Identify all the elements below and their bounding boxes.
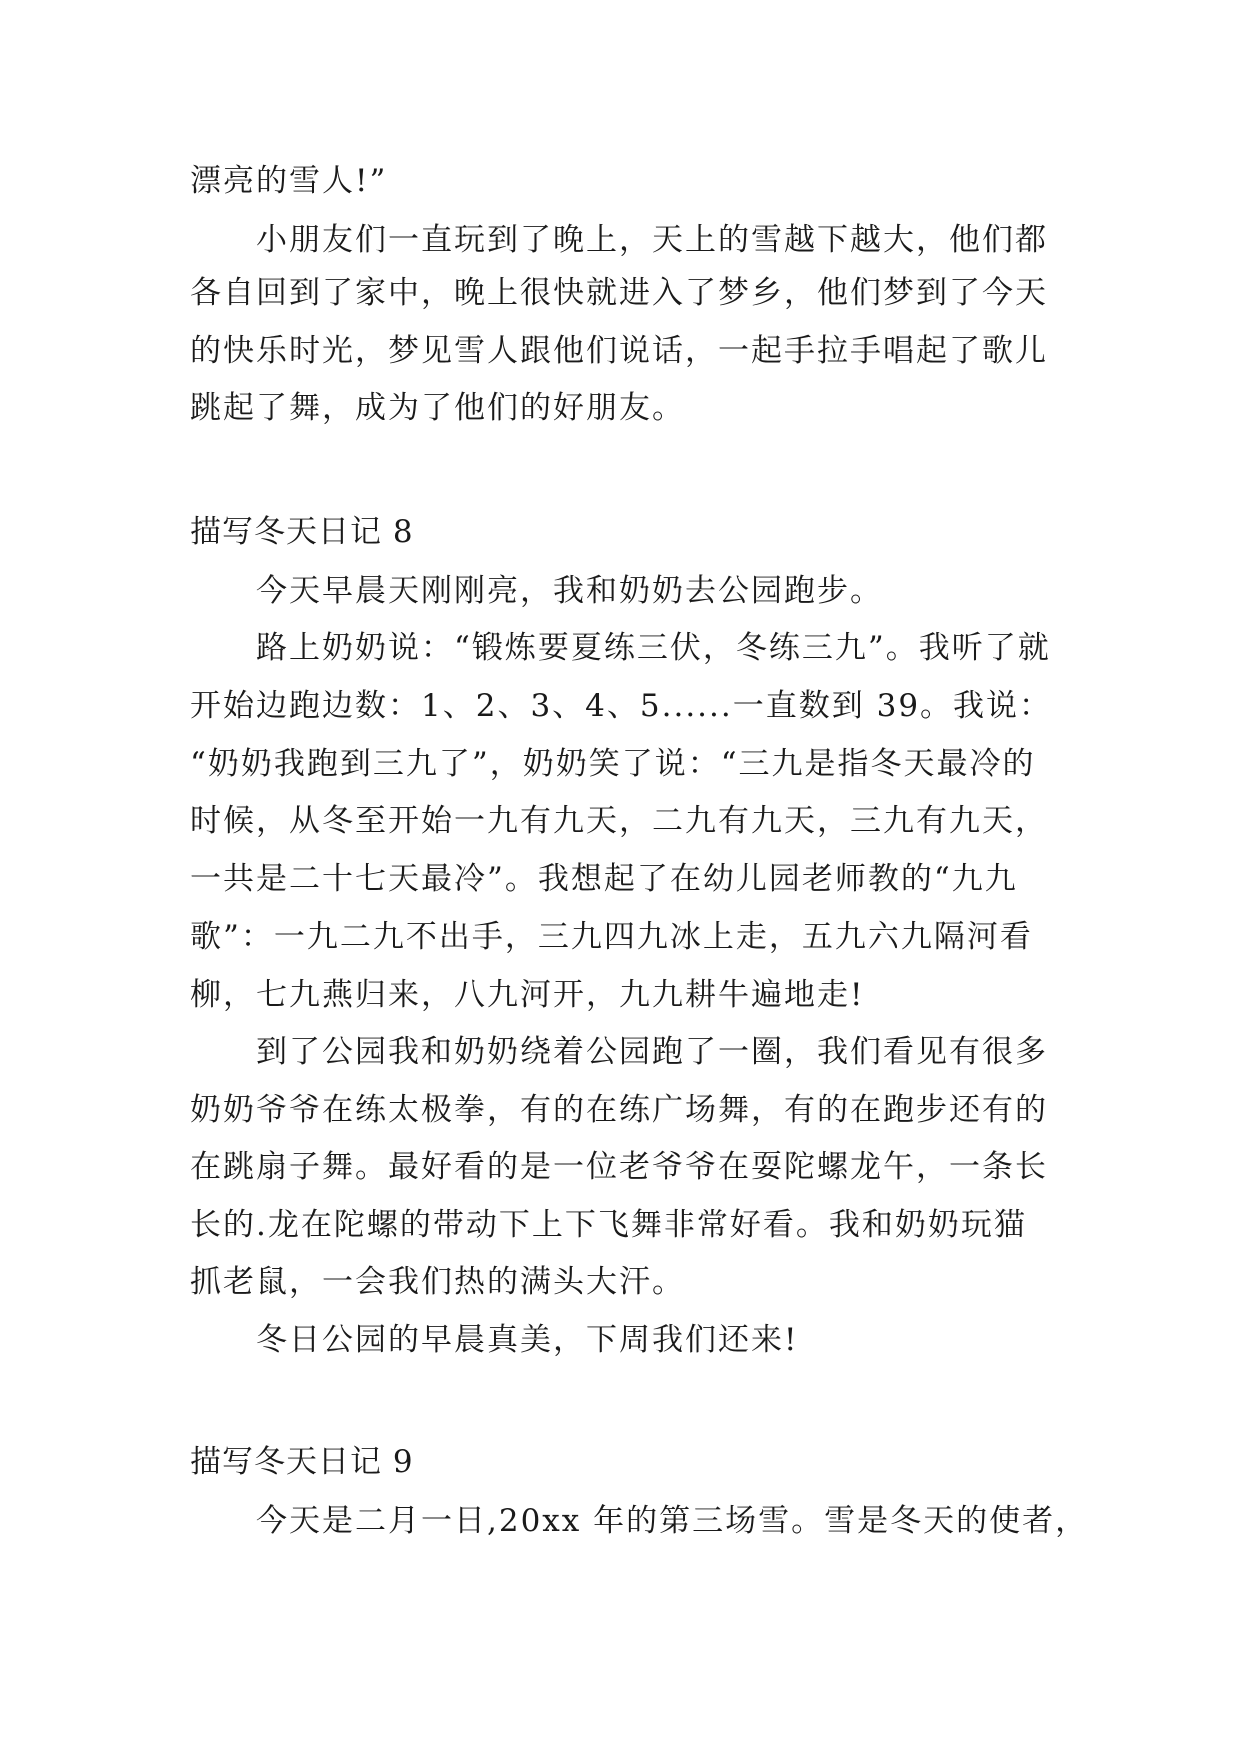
text-line: 奶奶爷爷在练太极拳，有的在练广场舞，有的在跑步还有的 bbox=[190, 1092, 1048, 1128]
text-line: 在跳扇子舞。最好看的是一位老爷爷在耍陀螺龙午，一条长 bbox=[190, 1149, 1048, 1185]
text-line: 长的.龙在陀螺的带动下上下飞舞非常好看。我和奶奶玩猫 bbox=[190, 1207, 1027, 1243]
text-line: 歌”：一九二九不出手，三九四九冰上走，五九六九隔河看 bbox=[190, 919, 1033, 955]
paragraph-first-line: 到了公园我和奶奶绕着公园跑了一圈，我们看见有很多 bbox=[256, 1034, 1048, 1070]
paragraph-first-line: 冬日公园的早晨真美，下周我们还来! bbox=[256, 1322, 799, 1358]
text-line: 一共是二十七天最冷”。我想起了在幼儿园老师教的“九九 bbox=[190, 861, 1018, 897]
paragraph-first-line: 路上奶奶说：“锻炼要夏练三伏，冬练三九”。我听了就 bbox=[256, 630, 1051, 666]
text-line: 漂亮的雪人!” bbox=[190, 163, 388, 199]
section-heading-diary-9: 描写冬天日记 9 bbox=[190, 1444, 414, 1480]
text-line: “奶奶我跑到三九了”，奶奶笑了说：“三九是指冬天最冷的 bbox=[190, 746, 1036, 782]
paragraph-first-line: 小朋友们一直玩到了晚上，天上的雪越下越大，他们都 bbox=[256, 222, 1048, 258]
paragraph-first-line: 今天早晨天刚刚亮，我和奶奶去公园跑步。 bbox=[256, 573, 883, 609]
text-line: 开始边跑边数：1、2、3、4、5......一直数到 39。我说： bbox=[190, 688, 1053, 724]
text-line: 的快乐时光，梦见雪人跟他们说话，一起手拉手唱起了歌儿 bbox=[190, 333, 1048, 369]
text-line: 各自回到了家中，晚上很快就进入了梦乡，他们梦到了今天 bbox=[190, 275, 1048, 311]
section-heading-diary-8: 描写冬天日记 8 bbox=[190, 514, 414, 550]
text-line: 时候，从冬至开始一九有九天，二九有九天，三九有九天， bbox=[190, 803, 1048, 839]
text-line: 柳，七九燕归来，八九河开，九九耕牛遍地走! bbox=[190, 977, 865, 1013]
text-line: 跳起了舞，成为了他们的好朋友。 bbox=[190, 390, 685, 426]
paragraph-first-line: 今天是二月一日,20xx 年的第三场雪。雪是冬天的使者， bbox=[256, 1503, 1089, 1539]
text-line: 抓老鼠，一会我们热的满头大汗。 bbox=[190, 1264, 685, 1300]
